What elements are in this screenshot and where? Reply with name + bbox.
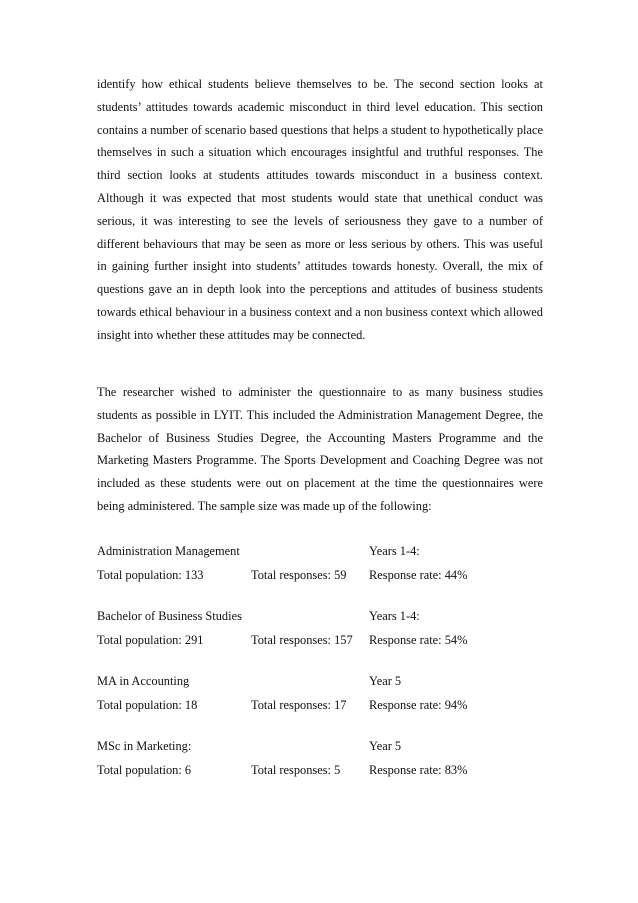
programme-entry-administration-management [97,540,543,586]
paragraph-sample-description: The researcher wished to administer the questionnaire to as many business studies students as possible in LYIT. This included the Administration Management Degree, the Bachelor of Business Studies Degree, the Accounting Masters Programme and the Marketing Masters Programme. The Sports Development and Coaching Degree was not included as these students were out on placement at the time the questionnaires were being administered. The sample size was made up of the following: [97,385,543,513]
total-responses: Total responses: 17 [251,698,347,712]
programme-years: Year 5 [369,674,402,688]
programme-stats-row [97,629,543,651]
response-rate: Response rate: 83% [369,763,468,777]
programme-name: MSc in Marketing: [97,739,192,753]
programme-header-row [97,670,543,692]
total-responses: Total responses: 157 [251,633,353,647]
total-population: Total population: 133 [97,568,204,582]
total-responses: Total responses: 59 [251,568,347,582]
programme-stats-row [97,564,543,586]
programme-entry-msc-marketing [97,735,543,781]
programme-years: Year 5 [369,739,402,753]
programme-stats-row [97,759,543,781]
programme-header-row [97,540,543,562]
programme-header-row [97,605,543,627]
total-population: Total population: 6 [97,763,192,777]
response-rate: Response rate: 54% [369,633,468,647]
response-rate: Response rate: 94% [369,698,468,712]
programme-years: Years 1-4: [369,544,420,558]
programme-name: Administration Management [97,544,240,558]
programme-header-row [97,735,543,757]
programme-name: Bachelor of Business Studies [97,609,242,623]
programme-stats-row [97,694,543,716]
total-population: Total population: 291 [97,633,204,647]
programme-years: Years 1-4: [369,609,420,623]
paragraph-questionnaire-sections: identify how ethical students believe themselves to be. The second section looks at students’ attitudes towards academic misconduct in third level education. This section contains a number of scenario based questions that helps a student to hypothetically place themselves in such a situation which encourages insightful and truthful responses. The third section looks at students attitudes towards misconduct in a business context. Although it was expected that most students would state that unethical conduct was serious, it was interesting to see the levels of seriousness they gave to a number of different behaviours that may be seen as more or less serious by others. This was useful in gaining further insight into students’ attitudes towards honesty. Overall, the mix of questions gave an in depth look into the perceptions and attitudes of business students towards ethical behaviour in a business context and a non business context which allowed insight into whether these attitudes may be connected. [97,77,543,342]
programme-name: MA in Accounting [97,674,190,688]
total-population: Total population: 18 [97,698,198,712]
response-rate: Response rate: 44% [369,568,468,582]
total-responses: Total responses: 5 [251,763,341,777]
programme-entry-bachelor-business-studies [97,605,543,651]
programme-entry-ma-accounting [97,670,543,716]
